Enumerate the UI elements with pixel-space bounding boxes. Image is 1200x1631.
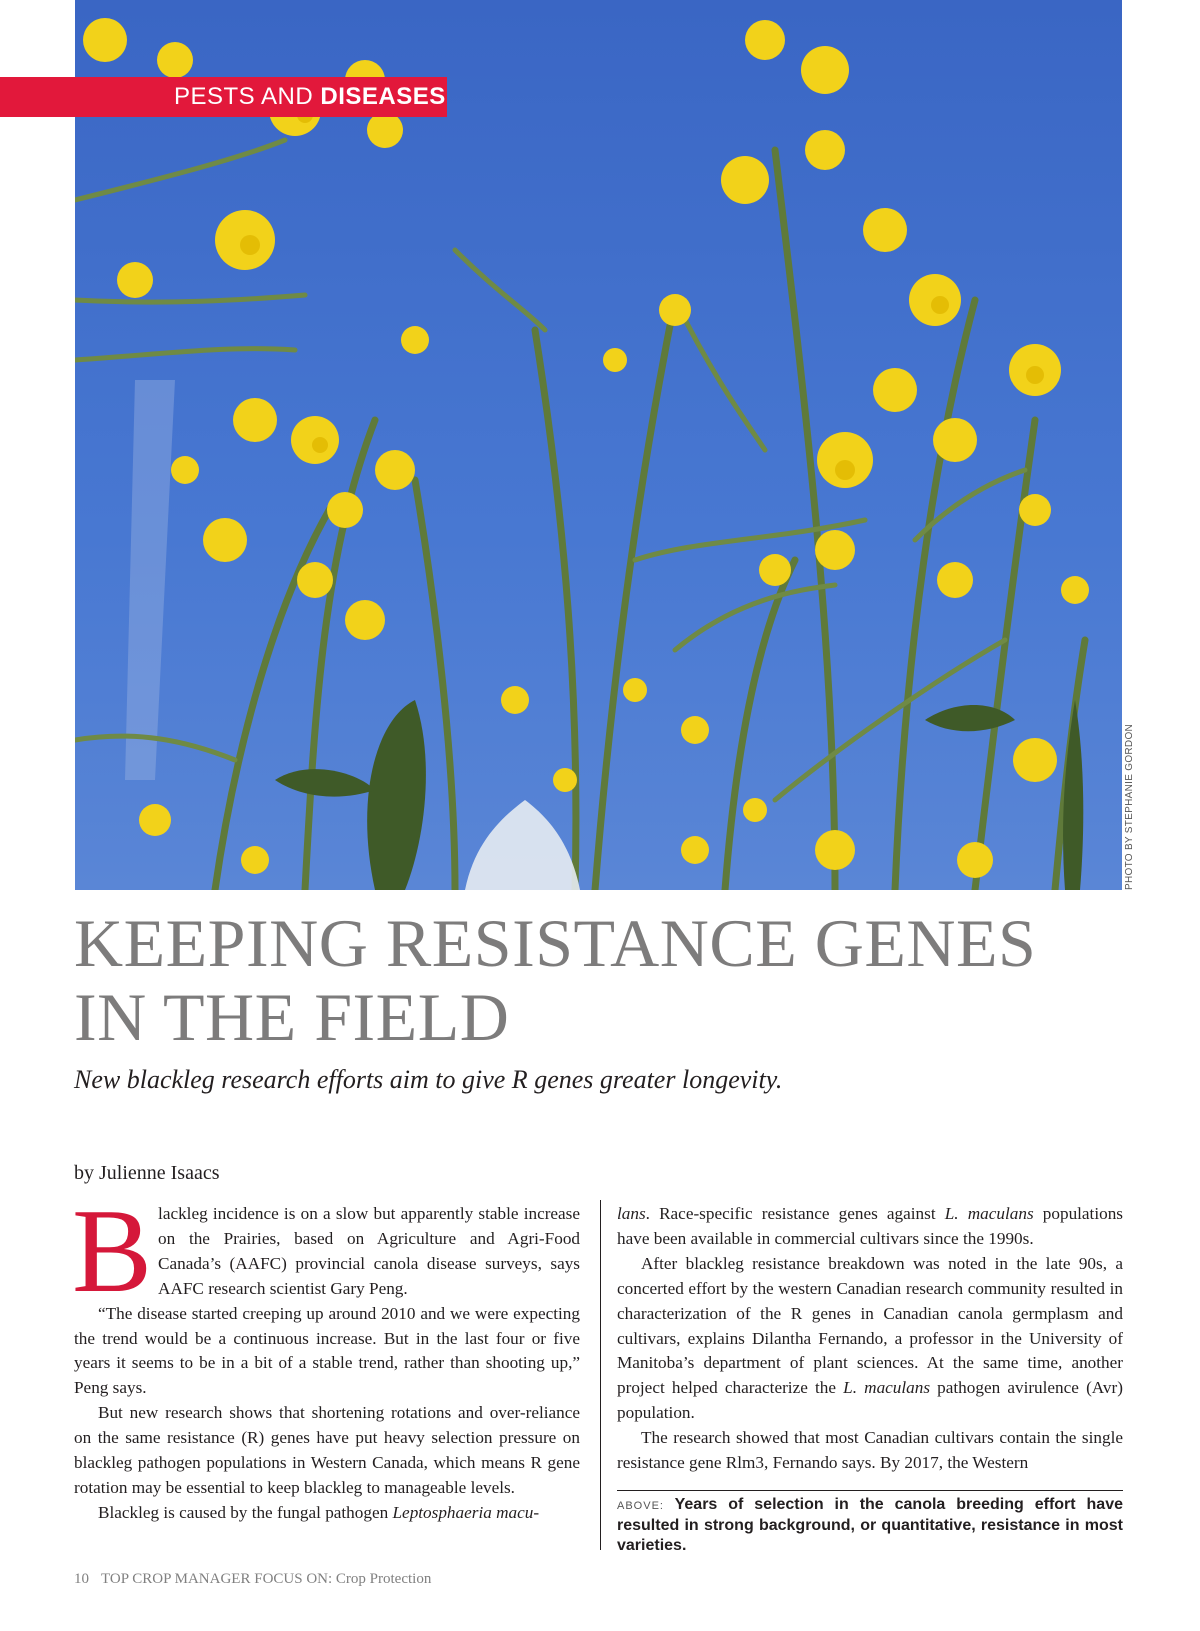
caption-divider	[617, 1490, 1123, 1491]
body-column-left	[72, 1184, 580, 1526]
photo-caption	[617, 1495, 1123, 1556]
paragraph	[617, 1252, 1123, 1426]
paragraph: But new research shows that shortening rotations and over-reliance on the same resistance (R) genes have put heavy selection pressure on blackleg pathogen populations in Western Canada, which means R gene rotation may be essential to keep blackleg to manageable levels.	[74, 1403, 580, 1497]
paragraph-text: populations have been available in commercial cultivars since the 1990s.	[617, 1204, 1123, 1248]
photo-credit: PHOTO BY STEPHANIE GORDON	[1124, 723, 1135, 890]
article-deck: New blackleg research efforts aim to give R genes greater longevity.	[74, 1065, 783, 1094]
paragraph-text: lackleg incidence is on a slow but apparently stable increase on the Prairies, based on Agriculture and Agri-Food Canada’s (AAFC) provincial canola disease surveys, says AAFC research scientist Gary Peng.	[158, 1204, 580, 1298]
body-column-right	[617, 1202, 1123, 1476]
paragraph-text: pathogen avirulence (Avr) population.	[617, 1378, 1123, 1423]
species-name: L. maculans	[944, 1204, 1034, 1223]
section-label-part2: DISEASES	[320, 83, 446, 110]
caption-label: ABOVE:	[617, 1500, 664, 1512]
species-name: L. maculans	[843, 1378, 931, 1398]
paragraph: “The disease started creeping up around 2010 and we were expecting the trend would be a continuous increase. But in the last four or five years it seems to be in a bit of a stable trend, rather than shooting up,” Peng says.	[74, 1303, 580, 1398]
paragraph	[72, 1184, 580, 1317]
section-banner	[0, 77, 447, 117]
publication-name: TOP CROP MANAGER FOCUS ON: Crop Protection	[101, 1571, 432, 1587]
caption-text: Years of selection in the canola breeding effort have resulted in strong background, or quantitative, resistance in most varieties.	[617, 1496, 1123, 1554]
paragraph	[617, 1202, 1123, 1252]
article-title-line2: IN THE FIELD	[74, 979, 510, 1055]
paragraph	[74, 1501, 580, 1526]
species-name: lans	[617, 1204, 646, 1223]
column-divider	[600, 1200, 601, 1550]
canola-flowers-image	[75, 0, 1122, 890]
hero-photo	[75, 0, 1122, 890]
byline: by Julienne Isaacs	[74, 1162, 220, 1184]
drop-cap: B	[72, 1184, 153, 1317]
section-label-part1: PESTS AND	[174, 83, 314, 110]
page-footer	[74, 1571, 431, 1588]
paragraph: The research showed that most Canadian cultivars contain the single resistance gene Rlm3, Fernando says. By 2017, the Western	[617, 1428, 1123, 1473]
page-number: 10	[74, 1571, 89, 1587]
paragraph-text: After blackleg resistance breakdown was noted in the late 90s, a concerted effort by the western Canadian research community resulted in characterization of the R genes in Canadian canola germplasm and cultivars, explains Dilantha Fernando, a professor in the University of Manitoba’s department of plant sciences. At the same time, another project helped characterize the	[617, 1253, 1123, 1398]
article-title-line1: KEEPING RESISTANCE GENES	[74, 905, 1037, 981]
paragraph-text: Blackleg is caused by the fungal pathogen	[98, 1502, 393, 1522]
paragraph-text: . Race-specific resistance genes against	[645, 1204, 945, 1223]
species-name: Leptosphaeria macu-	[392, 1502, 540, 1522]
article-title	[74, 906, 1134, 1054]
